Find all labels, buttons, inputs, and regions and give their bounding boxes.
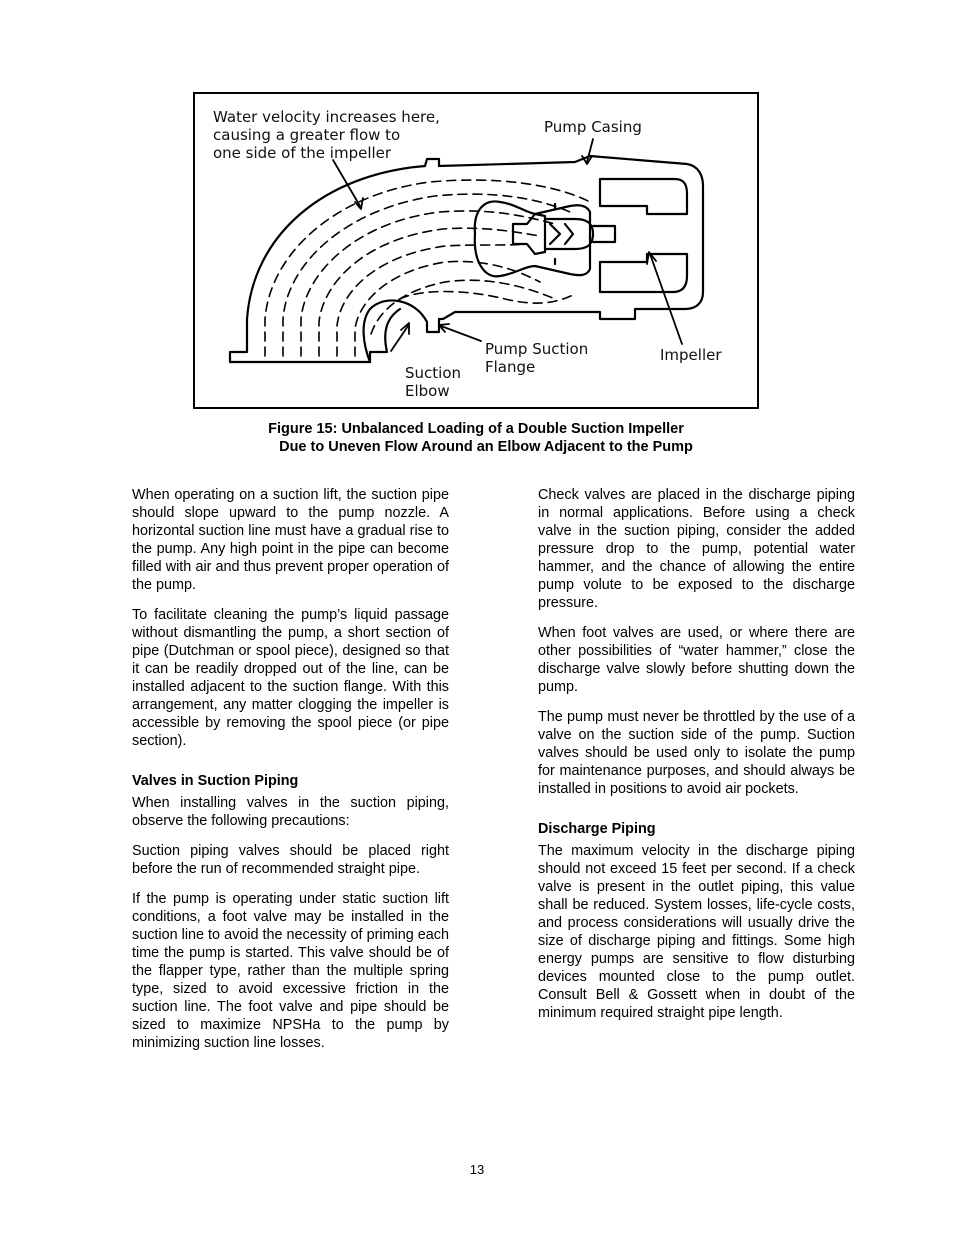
- callout-impeller: Impeller: [660, 346, 722, 364]
- section-heading-valves-in-suction-piping: Valves in Suction Piping: [132, 773, 299, 789]
- paragraph: When installing valves in the suction piping, observe the following precautions:: [132, 795, 449, 829]
- paragraph: If the pump is operating under static suction lift conditions, a foot valve may be installed in the suction line to avoid the necessity of priming each time the pump is started. This valve should be of the flapper type, rather than the multiple spring type, sized to avoid excessive friction in the suction line. The foot valve and pipe should be sized to maximize NPSHa to the pump by minimizing suction line losses.: [132, 891, 449, 1051]
- paragraph: Suction piping valves should be placed right before the run of recommended straight pipe.: [132, 843, 449, 877]
- elbow-inner-wall: [370, 309, 400, 362]
- elbow-outer-wall: [230, 156, 703, 362]
- left-text-column: [132, 486, 449, 1064]
- callout-water-velocity: Water velocity increases here, causing a greater flow to one side of the impeller: [213, 108, 440, 162]
- page-number: 13: [469, 1162, 485, 1177]
- figure-caption-line-2: Due to Uneven Flow Around an Elbow Adjacent to the Pump: [279, 439, 693, 455]
- right-text-column: [538, 486, 855, 1034]
- paragraph: When operating on a suction lift, the suction pipe should slope upward to the pump nozzle. A horizontal suction line must have a gradual rise to the pump. Any high point in the pipe can become filled with air and thus prevent proper operation of the pump.: [132, 487, 449, 593]
- figure-15-diagram: [193, 92, 759, 409]
- paragraph: To facilitate cleaning the pump’s liquid passage without dismantling the pump, a short section of pipe (Dutchman or spool piece), designed so that it can be readily dropped out of the line, can be installed adjacent to the suction flange. With this arrangement, any matter clogging the impeller is accessible by removing the spool piece (or pipe section).: [132, 607, 449, 749]
- casing-lower-chamber: [600, 254, 687, 292]
- paragraph: The pump must never be throttled by the use of a valve on the suction side of the pump. Suction valves should be used only to isolate the pump for maintenance purposes, and should always be installed in positions to avoid air pockets.: [538, 709, 855, 797]
- paragraph: When foot valves are used, or where there are other possibilities of “water hammer,” close the discharge valve slowly before shutting down the pump.: [538, 625, 855, 695]
- section-heading-discharge-piping: Discharge Piping: [538, 821, 656, 837]
- callout-pump-suction-flange: Pump Suction Flange: [485, 340, 589, 376]
- paragraph: The maximum velocity in the discharge piping should not exceed 15 feet per second. If a check valve is present in the outlet piping, this value shall be reduced. System losses, life-cycle costs, and process considerations will usually drive the size of discharge piping and fittings. Some high energy pumps are sensitive to flow disturbing devices mounted close to the pump outlet. Consult Bell & Gossett when in doubt of the minimum required straight pipe length.: [538, 843, 855, 1021]
- callout-suction-elbow: Suction Elbow: [405, 364, 462, 400]
- casing-upper-chamber: [600, 179, 687, 214]
- paragraph: Check valves are placed in the discharge piping in normal applications. Before using a check valve in the suction piping, consider the added pressure drop to the pump, potential water hammer, and the chance of allowing the entire pump volute to be exposed to the discharge pressure.: [538, 487, 855, 611]
- figure-caption-line-1: Figure 15: Unbalanced Loading of a Double Suction Impeller: [268, 421, 684, 437]
- callout-pump-casing: Pump Casing: [544, 118, 642, 136]
